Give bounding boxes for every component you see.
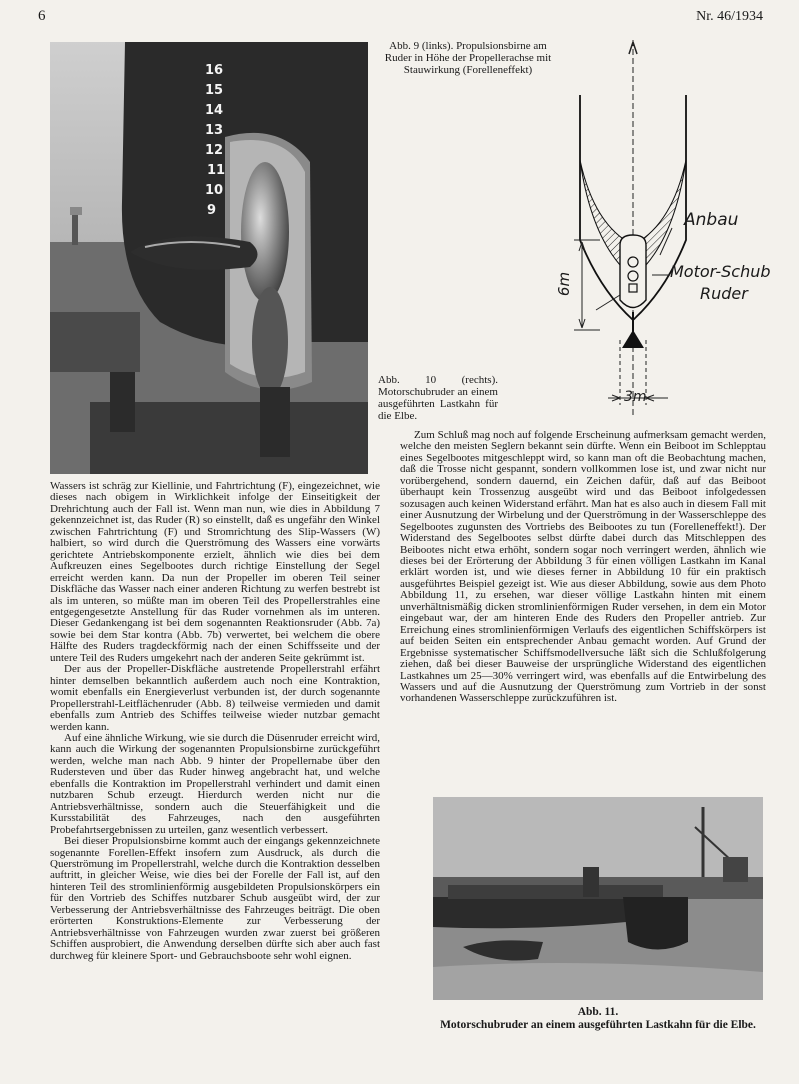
paragraph: Bei dieser Propulsionsbirne kommt auch der eingangs gekennzeichnete sogenannte Forellen-Effekt insofern zum Ausdruck, als durch die Querströmung im Propellerstrahl, welche durch die Kontraktion desselben auftritt, in gleicher Weise, wie dies bei der Forelle der Fall ist, auf den hinteren Teil des stromlinienförmig ausgebildeten Propulsionskörpers ein für den Vortrieb des Schiffes nutzbarer Schub ausgeübt wird, der zur Verbesserung der Antriebsverhältnisse des Fahrzeuges beiträgt. Die oben erörterten Konstruktions-Elemente zur Verbesserung der Antriebsverhältnisse von Fahrzeugen wurden zwar zuerst bei größeren Schiffen ausprobiert, die Anwendung derselben dürfte sich aber auch fast durchweg für kleinere Sport- und Gebrauchsboote sehr wohl eignen.	[50, 835, 380, 962]
figure-9-photo	[50, 42, 368, 474]
svg-text:16: 16	[205, 63, 224, 78]
svg-text:11: 11	[207, 163, 226, 178]
svg-text:12: 12	[205, 143, 224, 158]
svg-text:10: 10	[205, 183, 224, 198]
paragraph: Auf eine ähnliche Wirkung, wie sie durch die Düsenruder erreicht wird, kann auch die Wirkung der sogenannten Propulsionsbirne zurückgeführt werden, welche man nach Abb. 9 hinter der Propellernabe über den Rudersteven und über das Ruder hinweg angebracht hat, und welche ebenfalls die Kontraktion im Propellerstrahl verhindert und damit einen nutzbaren Schub erzeugt. Hierdurch werden nicht nur die Antriebsverhältnisse, sondern auch die Steuerfähigkeit und die Kursstabilität des Fahrzeuges, nach den ausgeführten Probefahrtsergebnissen zu urteilen, ganz wesentlich verbessert.	[50, 731, 380, 836]
svg-text:14: 14	[205, 103, 224, 118]
svg-text:9: 9	[207, 203, 217, 218]
label-anbau: Anbau	[684, 210, 739, 230]
paragraph: Der aus der Propeller-Diskfläche austretende Propellerstrahl erfährt hinter demselben bekanntlich außerdem auch noch eine Kontraktion, womit ebenfalls ein Energieverlust verbunden ist, der durch sogenannte Propellerstrahl-Leitflächenruder (Abb. 8) teilweise vermieden und damit ebenfalls zum Antrieb des Schiffes teilweise wieder nutzbar gemacht werden kann.	[50, 663, 380, 733]
svg-text:13: 13	[205, 123, 224, 138]
figure-10-drawing	[555, 40, 785, 425]
svg-text:15: 15	[205, 83, 224, 98]
figure-11-text: Motorschubruder an einem ausgeführten Lastkahn für die Elbe.	[440, 1019, 756, 1031]
label-ruder: Ruder	[700, 284, 748, 303]
label-3m: 3m	[624, 389, 647, 405]
figure-11-photo	[433, 797, 763, 1000]
issue-number: Nr. 46/1934	[696, 9, 763, 24]
figure-10-caption: Abb. 10 (rechts). Motorschubruder an einem ausgeführten Lastkahn für die Elbe.	[378, 374, 498, 422]
figure-9-caption: Abb. 9 (links). Propulsionsbirne am Ruder in Höhe der Propellerachse mit Stauwirkung (Forelleneffekt)	[384, 40, 552, 76]
figure-11-caption	[420, 1006, 776, 1032]
label-6m: 6m	[555, 271, 574, 297]
text-column-left	[50, 481, 380, 962]
text-column-right	[400, 430, 766, 705]
label-motor-schub: Motor-Schub	[670, 262, 771, 281]
page-number: 6	[38, 8, 46, 24]
figure-11-label: Abb. 11.	[577, 1006, 619, 1018]
paragraph: Zum Schluß mag noch auf folgende Erscheinung aufmerksam gemacht werden, welche den meisten Seglern bekannt sein dürfte. Wenn ein Beiboot im Schlepptau eines Segelbootes mitgeschleppt wird, so kann man oft die Beobachtung machen, daß die Trosse nicht gespannt, sondern vollkommen lose ist, und zwar nicht nur vorübergehend, sondern dauernd, ein Zeichen dafür, daß auf das Beiboot überhaupt kein Trossenzug ausgeübt wird und das Beiboot infolgedessen sozusagen auch keinen Widerstand erfährt. Man hat es also auch in diesem Fall mit einer Ausnutzung der Wirbelung und der Querströmung in der Wasserschleppe des Segelbootes zugunsten des Vortriebs des Beibootes zu tun (Forelleneffekt!). Der Widerstand des Segelbootes selbst dürfte dabei durch das Mitschleppen des Beibootes nicht etwa erhöht, sondern sogar noch verringert werden, ähnlich wie dieses bei der Erörterung der Abbildung 3 für einen völligen Lastkahn im Kanal erklärt worden ist, und wie dieses ferner in Abbildung 10 für ein praktisch ausgeführtes Beispiel gezeigt ist. Wie aus dieser Abbildung, sowie aus dem Photo Abbildung 11, zu ersehen, war dieser völlige Lastkahn hinten mit einem unverhältnismäßig dicken stromlinienförmigen Ruder versehen, in dem ein Motor eingebaut war, der am hinteren Ende des Ruders den Propeller antrieb. Zur Erreichung eines stromlinienförmigen Verlaufs des eigentlichen Schiffskörpers ist auf beiden Seiten ein entsprechender Anbau gemacht worden. Auf Grund der Ergebnisse systematischer Schiffsmodellversuche läßt sich die Schlußfolgerung ziehen, daß bei dieser Bauweise der ursprüngliche Widerstand des eigentlichen Lastkahnes um 25—30% verringert wird, was ebenfalls auf die Entwirbelung des Wassers und auf die Ausnutzung der Querströmung zum Vortrieb in der sonst vorhandenen Wasserschleppe zurückzuführen ist.	[400, 429, 766, 705]
paragraph: Wassers ist schräg zur Kiellinie, und Fahrtrichtung (F), eingezeichnet, wie dieses nach obigem in Wirklichkeit infolge der Einseitigkeit der Drehrichtung auch der Fall ist. Wenn man nun, wie dies in Abbildung 7 gekennzeichnet ist, das Ruder (R) so einstellt, daß es ungefähr den Winkel zwischen Fahrtrichtung (F) und Stromrichtung des Slip-Wassers (W) halbiert, so wird durch die Querströmung des Wassers eine vorwärts gerichtete Antriebskomponente erzielt, ähnlich wie dies bei dem Aufkreuzen eines Segelbootes durch richtige Einstellung der Segel erreicht werden kann. Da nun der Propeller im oberen Teil seiner Diskfläche das Wasser nach einer anderen Richtung zu werfen bestrebt ist als im unteren, so müßte man im oberen Teil des Propellerstrahles eine entgegengesetzte Anstellung für das Ruder vornehmen als im unteren. Dieser Gedankengang ist bei dem sogenannten Reaktionsruder (Abb. 7a) sowie bei dem Star kontra (Abb. 7b) verwertet, bei welchem die obere Hälfte des Ruders tragdeckförmig nach der einen Schiffsseite und der untere Teil des Ruders umgekehrt nach der anderen Seite gekrümmt ist.	[50, 480, 380, 664]
